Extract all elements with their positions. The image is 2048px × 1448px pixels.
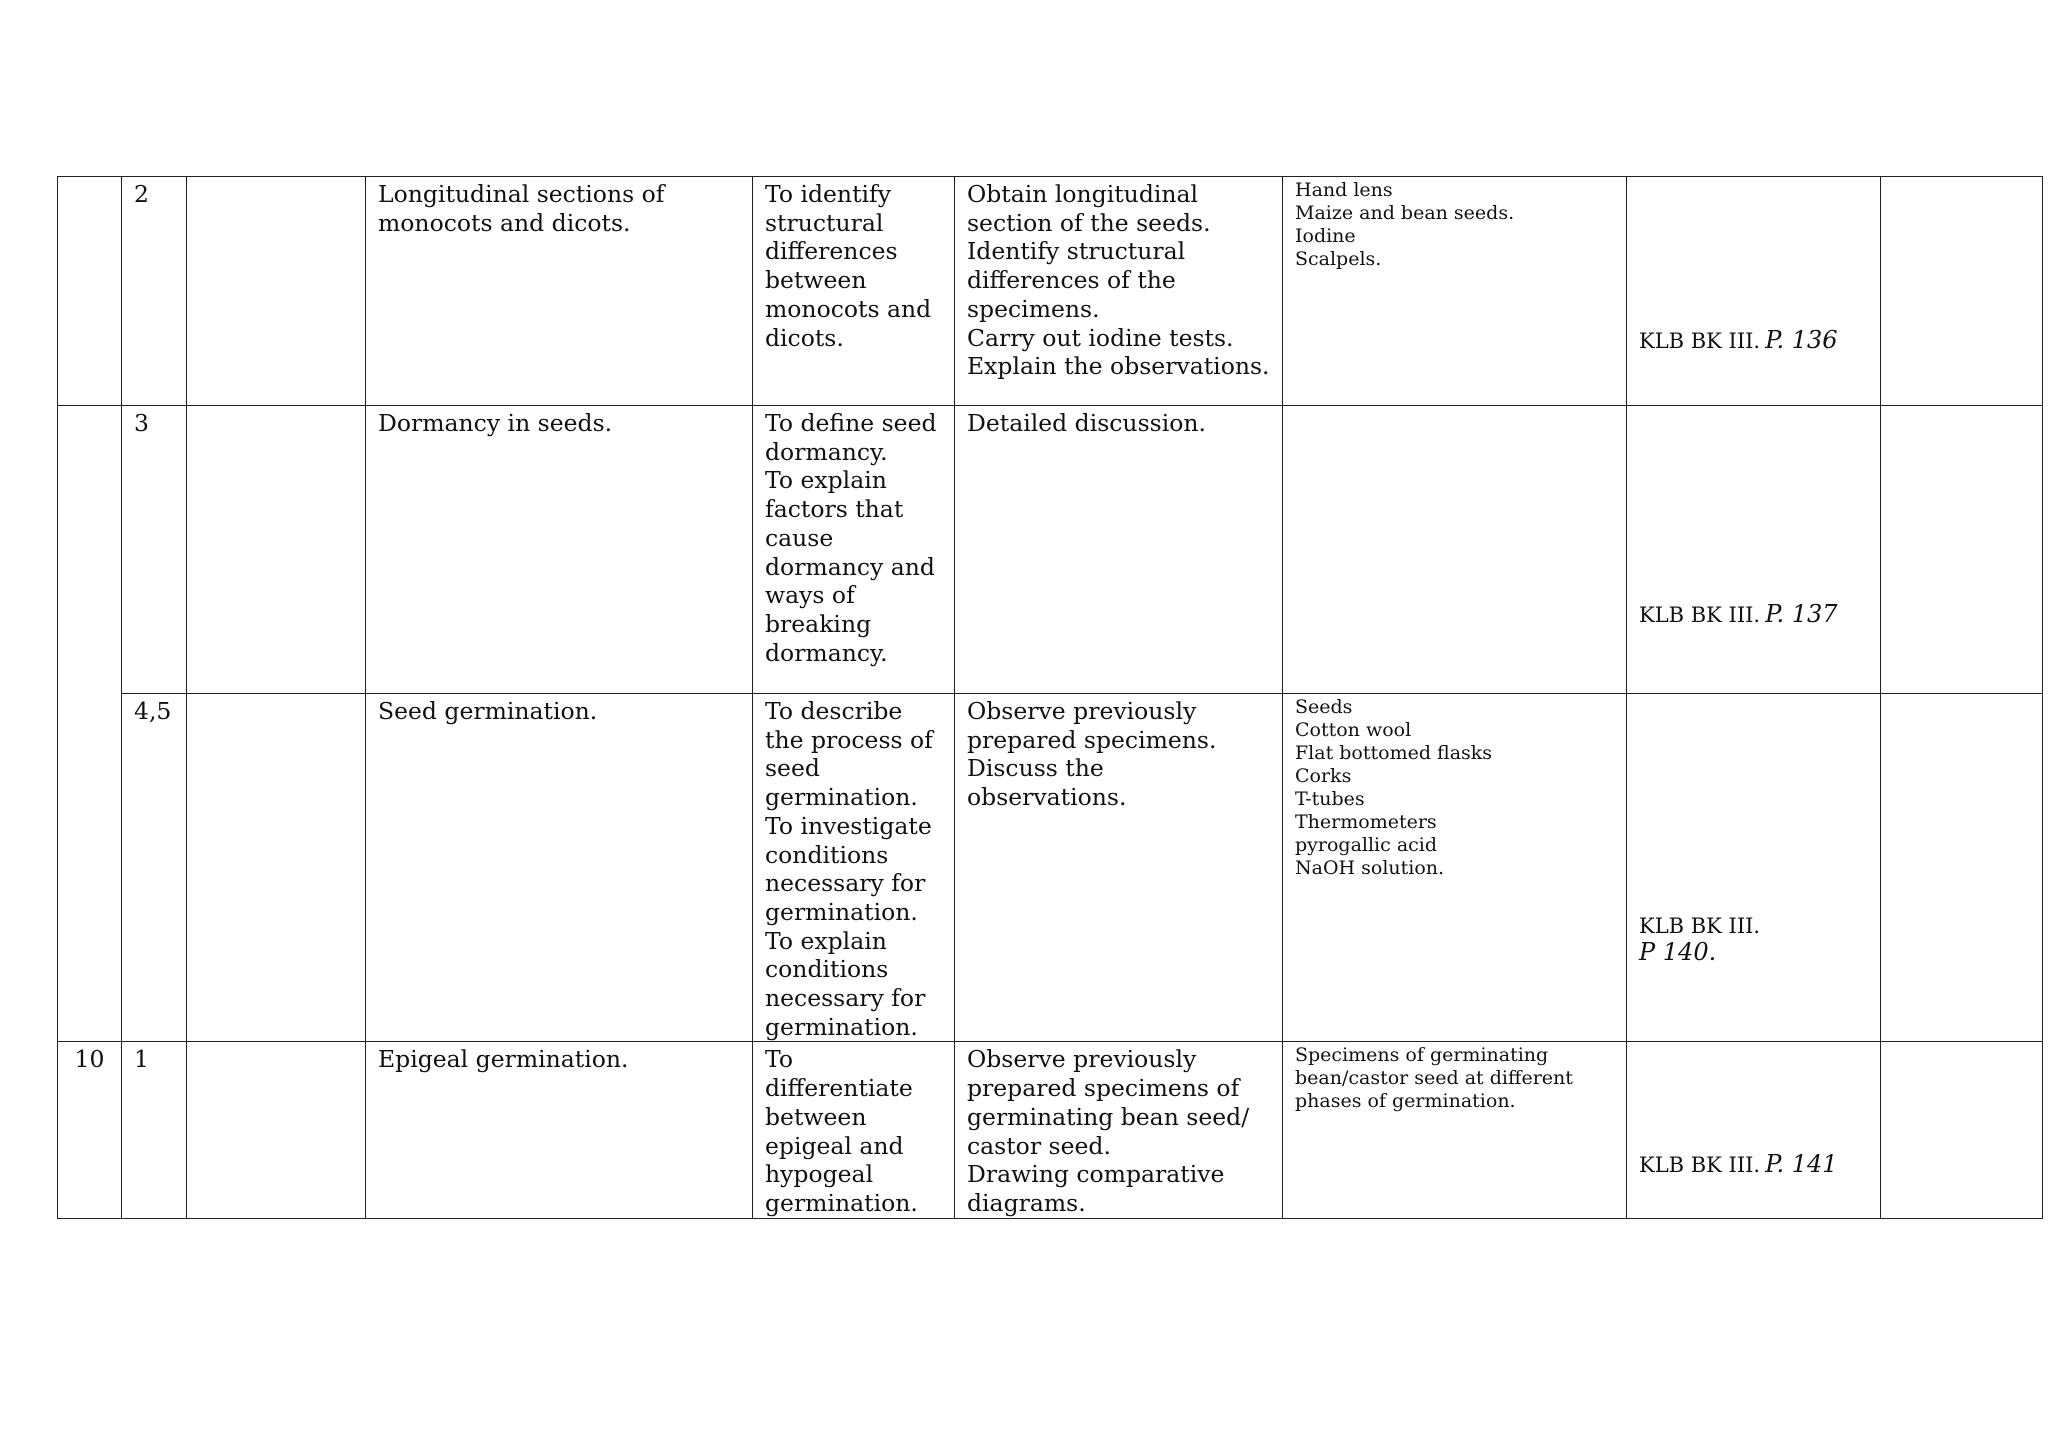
activity-line: Explain the observations. <box>967 352 1270 381</box>
lesson-cell: 2 <box>122 177 187 406</box>
activity-line: Drawing comparative diagrams. <box>967 1160 1232 1217</box>
lesson-cell: 1 <box>122 1042 187 1218</box>
resource-item: Flat bottomed flasks <box>1295 742 1493 764</box>
table-row <box>58 694 2043 1042</box>
topic-cell <box>187 694 366 1042</box>
lesson-cell: 4,5 <box>122 694 187 1042</box>
activity-line: Observe previously prepared specimens. <box>967 697 1217 754</box>
resource-item: Corks <box>1295 765 1352 787</box>
reference-cell <box>1627 694 1881 1042</box>
remarks-cell <box>1881 177 2043 406</box>
objectives-cell <box>753 406 955 694</box>
activity-line: Identify structural differences of the specimens. <box>967 237 1193 323</box>
objective-line: To explain conditions necessary for germination. <box>765 926 933 1041</box>
resource-item: Scalpels. <box>1295 248 1382 270</box>
topic-cell <box>187 177 366 406</box>
reference-page: P. 137 <box>1765 599 1838 628</box>
reference-cell <box>1627 177 1881 406</box>
week-cell <box>58 694 122 1042</box>
objective-line: To differentiate between epigeal and hypogeal germination. <box>765 1045 921 1217</box>
resource-item: Specimens of germinating bean/castor seed at different phases of germination. <box>1295 1044 1579 1113</box>
resources-cell <box>1283 406 1627 694</box>
reference-cell <box>1627 1042 1881 1218</box>
resource-item: NaOH solution. <box>1295 857 1445 879</box>
resource-item: Maize and bean seeds. <box>1295 202 1515 224</box>
week-cell <box>58 406 122 694</box>
topic-cell <box>187 1042 366 1218</box>
objective-line: To define seed dormancy. <box>765 409 945 466</box>
subtopic-cell: Longitudinal sections of monocots and dicots. <box>366 177 753 406</box>
activities-cell <box>955 694 1283 1042</box>
subtopic-cell: Epigeal germination. <box>366 1042 753 1218</box>
lesson-cell: 3 <box>122 406 187 694</box>
reference-cell <box>1627 406 1881 694</box>
reference-page: P 140. <box>1639 937 1717 966</box>
objectives-cell <box>753 177 955 406</box>
resource-item: Iodine <box>1295 225 1356 247</box>
activity-line: Carry out iodine tests. <box>967 323 1234 352</box>
resources-cell <box>1283 1042 1627 1218</box>
week-cell <box>58 177 122 406</box>
resources-cell <box>1283 694 1627 1042</box>
reference-book: KLB BK III. <box>1639 1153 1761 1178</box>
resource-item: Hand lens <box>1295 179 1393 201</box>
table-row <box>58 177 2043 406</box>
resource-item: Thermometers <box>1295 811 1437 833</box>
activities-cell <box>955 177 1283 406</box>
activity-line: Obtain longitudinal section of the seeds. <box>967 180 1211 237</box>
activity-line: Observe previously prepared specimens of germinating bean seed/ castor seed. <box>967 1045 1257 1160</box>
activity-line: Detailed discussion. <box>967 409 1206 437</box>
activities-cell <box>955 1042 1283 1218</box>
objective-line: To describe the process of seed germination. <box>765 697 941 812</box>
objectives-cell <box>753 1042 955 1218</box>
objective-line: To investigate conditions necessary for germination. <box>765 811 940 926</box>
reference-book: KLB BK III. <box>1639 602 1761 627</box>
resource-item: Cotton wool <box>1295 719 1412 741</box>
activities-cell <box>955 406 1283 694</box>
resource-item: Seeds <box>1295 696 1353 718</box>
remarks-cell <box>1881 694 2043 1042</box>
objective-line: To identify structural differences between monocots and dicots. <box>765 180 939 352</box>
objectives-cell <box>753 694 955 1042</box>
objective-line: To explain factors that cause dormancy and ways of breaking dormancy. <box>765 466 943 667</box>
subtopic-cell: Dormancy in seeds. <box>366 406 753 694</box>
scheme-of-work-table <box>57 176 2043 1219</box>
remarks-cell <box>1881 406 2043 694</box>
reference-book: KLB BK III. <box>1639 913 1761 938</box>
topic-cell <box>187 406 366 694</box>
reference-book: KLB BK III. <box>1639 328 1761 353</box>
reference-page: P. 136 <box>1765 325 1838 354</box>
week-cell: 10 <box>58 1042 122 1218</box>
resources-cell <box>1283 177 1627 406</box>
subtopic-cell: Seed germination. <box>366 694 753 1042</box>
resource-item: T-tubes <box>1295 788 1365 810</box>
reference-page: P. 141 <box>1765 1150 1838 1179</box>
activity-line: Discuss the observations. <box>967 754 1127 812</box>
remarks-cell <box>1881 1042 2043 1218</box>
table-row <box>58 1042 2043 1218</box>
table-row <box>58 406 2043 694</box>
resource-item: pyrogallic acid <box>1295 834 1438 856</box>
